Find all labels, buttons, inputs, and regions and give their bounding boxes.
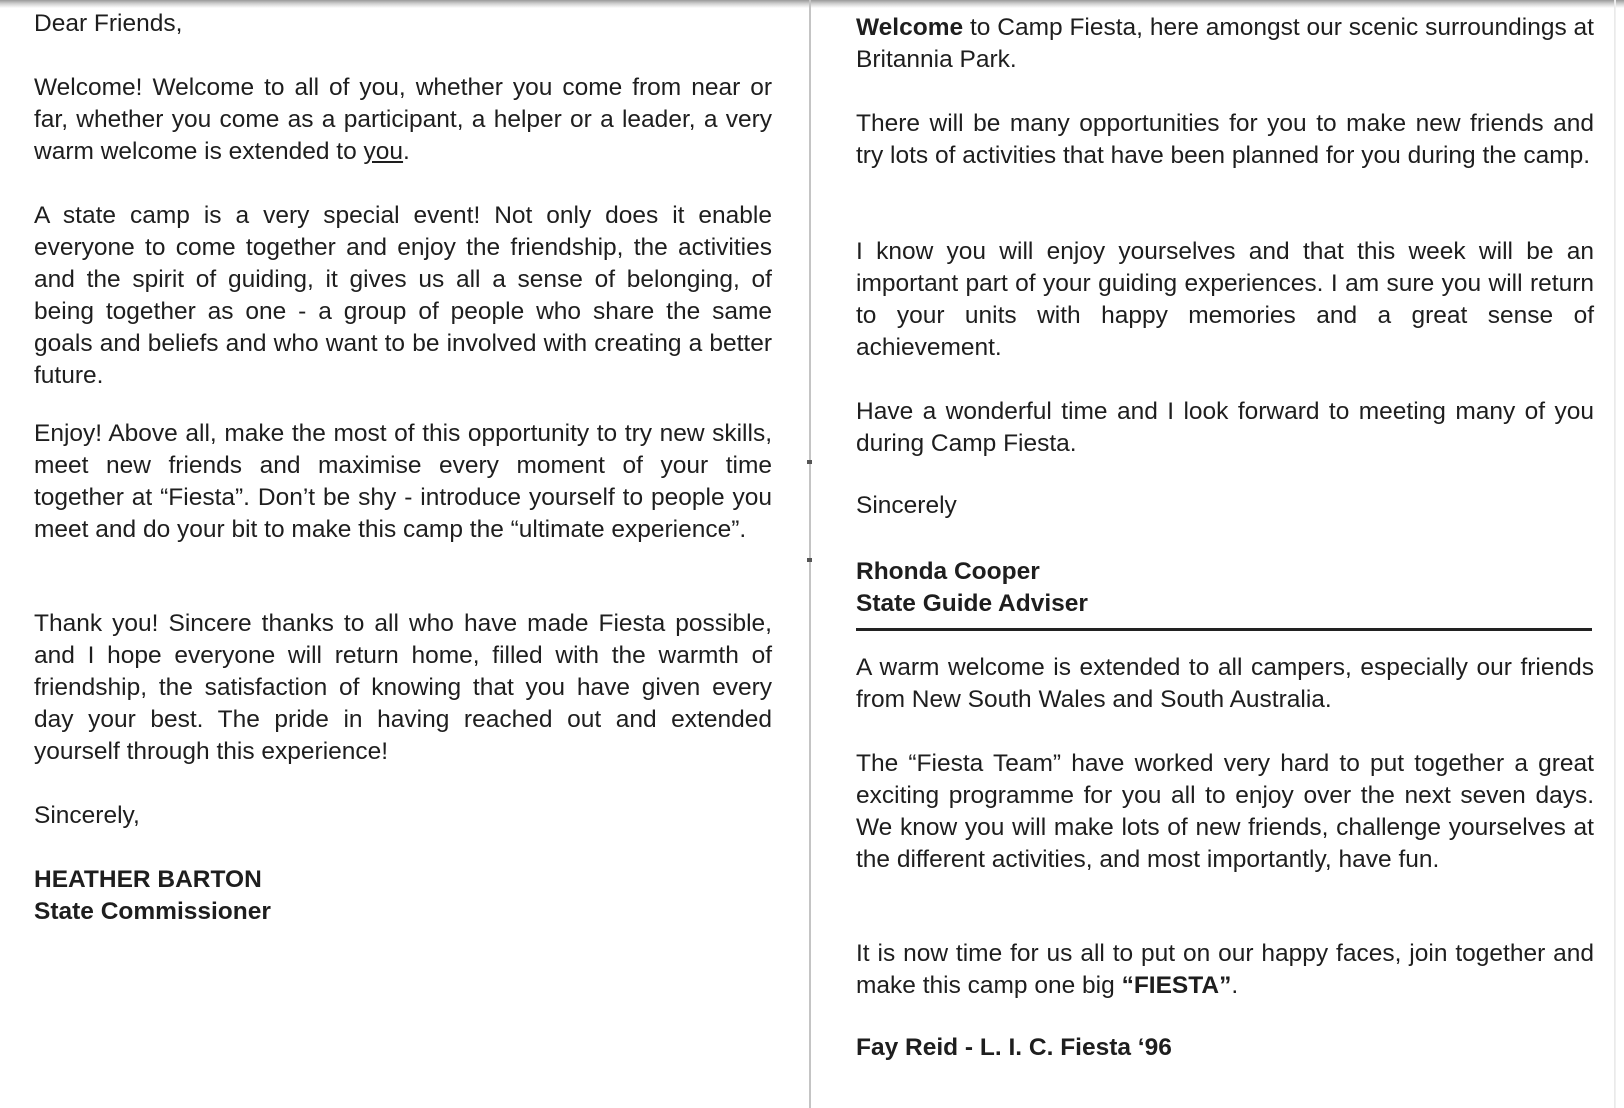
letter-paragraph: Have a wonderful time and I look forward to meeting many of you during Camp Fiesta. — [856, 398, 1594, 457]
letter-paragraph: Enjoy! Above all, make the most of this opportunity to try new skills, meet new friends and maximise every moment of your time together at “Fiesta”. Don’t be shy - introduce yourself to people you meet and do your bit to make this camp the “ultimate experience”. — [34, 420, 772, 543]
signature-line: Fay Reid - L. I. C. Fiesta ‘96 — [856, 1034, 1172, 1061]
signatory-name: Rhonda Cooper — [856, 558, 1040, 585]
letter-paragraph: There will be many opportunities for you to make new friends and try lots of activities that have been planned for you during the camp. — [856, 110, 1594, 169]
underlined-word: you — [363, 138, 404, 165]
page-fold-divider — [809, 0, 811, 1108]
letter-paragraph: I know you will enjoy yourselves and that this week will be an important part of your guiding experiences. I am sure you will return to your units with happy memories and a great sense of achievement. — [856, 238, 1594, 361]
letter-paragraph: Thank you! Sincere thanks to all who have made Fiesta possible, and I hope everyone will return home, filled with the warmth of friendship, the satisfaction of knowing that you have given every day your best. The pride in having reached out and extended yourself through this experience! — [34, 610, 772, 765]
signatory-title: State Commissioner — [34, 898, 271, 925]
signatory-title: State Guide Adviser — [856, 590, 1088, 617]
section-divider-rule — [856, 628, 1592, 631]
closing: Sincerely — [856, 492, 957, 519]
letter-paragraph — [856, 12, 1594, 76]
signatory-name: HEATHER BARTON — [34, 866, 262, 893]
salutation: Dear Friends, — [34, 10, 183, 37]
paragraph-text: . — [1231, 972, 1239, 999]
bold-lead-word: Welcome — [856, 14, 964, 41]
bold-word: “FIESTA” — [1121, 972, 1232, 999]
letter-paragraph: The “Fiesta Team” have worked very hard to put together a great exciting programme for you all to enjoy over the next seven days. We know you will make lots of new friends, challenge yourselves at the different activities, and most importantly, have fun. — [856, 750, 1594, 873]
letter-paragraph: A state camp is a very special event! Not only does it enable everyone to come together and enjoy the friendship, the activities and the spirit of guiding, it gives us all a sense of belonging, of being together as one - a group of people who share the same goals and beliefs and who want to be involved with creating a better future. — [34, 202, 772, 389]
closing: Sincerely, — [34, 802, 140, 829]
page-right-edge — [1614, 0, 1616, 1108]
paragraph-text: Welcome! Welcome to all of you, whether you come from near or far, whether you come as a participant, a helper or a leader, a very warm welcome is extended to — [34, 74, 772, 165]
staple-mark — [807, 558, 812, 562]
paragraph-text: to Camp Fiesta, here amongst our scenic surroundings at Britannia Park. — [856, 14, 1594, 73]
paragraph-text: . — [403, 138, 410, 165]
scan-top-shadow — [0, 0, 1624, 8]
staple-mark — [807, 460, 812, 464]
letter-paragraph: A warm welcome is extended to all campers, especially our friends from New South Wales and South Australia. — [856, 654, 1594, 713]
letter-paragraph — [856, 938, 1594, 1002]
paragraph-text: It is now time for us all to put on our happy faces, join together and make this camp one big — [856, 940, 1594, 999]
letter-paragraph — [34, 72, 772, 168]
